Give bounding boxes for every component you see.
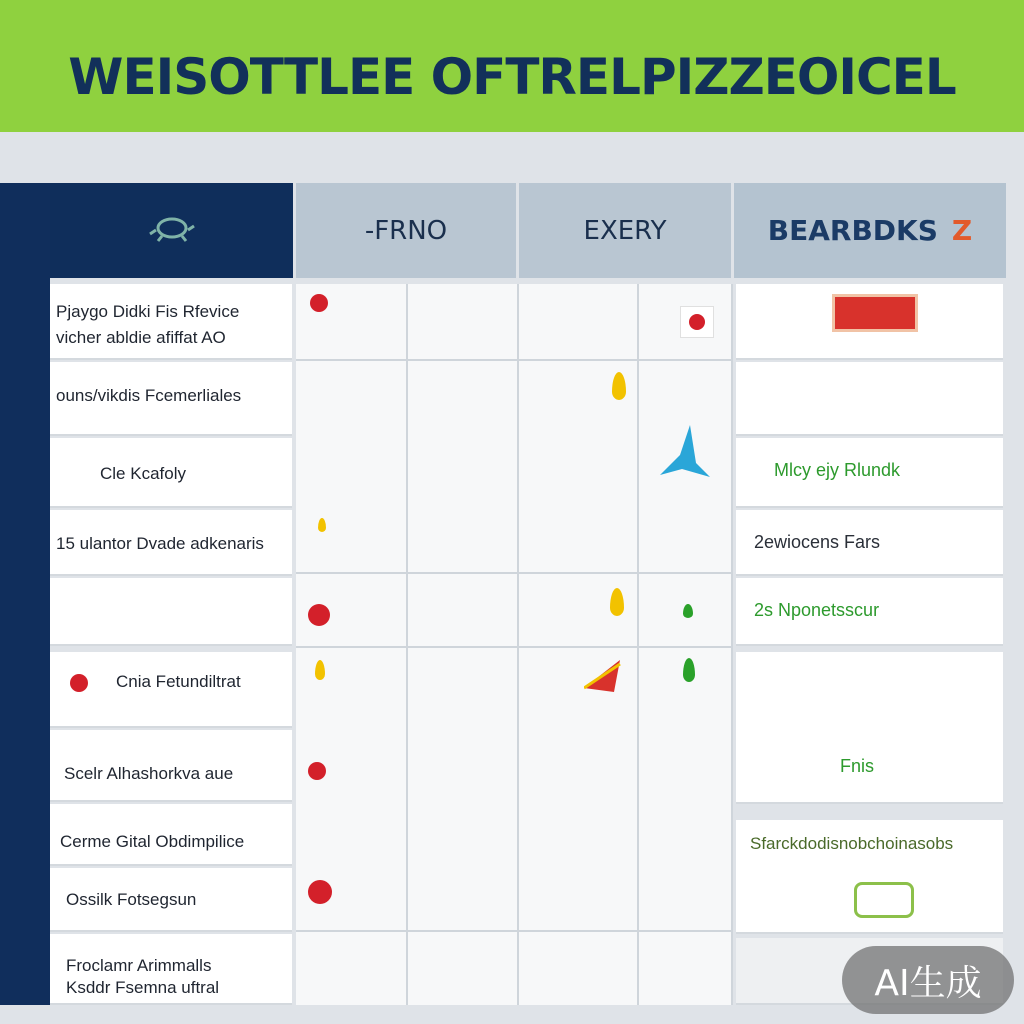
red-dot-icon: [308, 880, 332, 904]
row-label-text: Ossilk Fotsegsun: [66, 890, 197, 909]
right-cell-text: 2ewiocens Fars: [754, 532, 881, 552]
row-label-3[interactable]: [50, 438, 292, 508]
row-label-10[interactable]: [50, 934, 292, 1005]
right-cell-text: 2s Nponetsscur: [754, 600, 880, 620]
red-flag-icon: [584, 660, 624, 697]
right-cell-3: [736, 438, 1003, 508]
row-label-8[interactable]: [50, 804, 292, 866]
right-cell-1: [736, 284, 1003, 360]
column-header-3[interactable]: [734, 183, 1006, 278]
row-label-text: Ksddr Fsemna uftral: [66, 978, 220, 997]
row-label-9[interactable]: [50, 868, 292, 932]
ai-generated-badge: AI生成: [842, 946, 1014, 1014]
column-header-1[interactable]: -FRNO: [296, 183, 516, 278]
column-header-icon: [50, 183, 293, 278]
row-label-text: Cerme Gital Obdimpilice: [60, 832, 245, 851]
column-header-2[interactable]: EXERY: [519, 183, 731, 278]
right-cell-4: [736, 510, 1003, 576]
row-label-1[interactable]: [50, 284, 292, 360]
row-label-text: Cle Kcafoly: [100, 464, 186, 483]
grid-divider: [406, 284, 408, 1005]
row-label-text: Cnia Fetundiltrat: [116, 672, 241, 691]
row-label-4[interactable]: [50, 510, 292, 576]
right-cell-2: [736, 362, 1003, 436]
right-cell-text: Mlcy ejy Rlundk: [774, 460, 901, 480]
left-accent-bar: [0, 183, 50, 1005]
turtle-icon: [148, 212, 196, 249]
grid-divider: [517, 284, 519, 1005]
row-label-2[interactable]: [50, 362, 292, 436]
column-header-3-label: BEARBDKS: [767, 214, 938, 247]
row-label-text: 15 ulantor Dvade adkenaris: [56, 534, 264, 553]
row-label-text: Froclamr Arimmalls: [66, 956, 212, 975]
row-label-text: vicher abldie afiffat AO: [56, 328, 226, 347]
green-drop-icon: [683, 604, 693, 618]
leaf-icon: [854, 882, 914, 918]
red-dot-icon: [308, 604, 330, 626]
right-cell-text: Fnis: [840, 756, 875, 776]
grid-divider: [731, 284, 733, 1005]
blue-star-icon: [660, 425, 710, 484]
red-dot-icon: [70, 674, 88, 692]
page-title: WEISOTTLEE OFTRELPIZZEOICEL: [68, 48, 956, 106]
red-card-icon: [832, 294, 918, 332]
header-banner: [0, 0, 1024, 132]
right-cell-8: [736, 820, 1003, 934]
row-label-text: Pjaygo Didki Fis Rfevice: [56, 302, 240, 321]
row-label-text: ouns/vikdis Fcemerliales: [56, 386, 242, 405]
grid-divider: [637, 284, 639, 1005]
row-label-7[interactable]: [50, 730, 292, 802]
red-dot-icon: [308, 762, 326, 780]
grid-row-line: [296, 572, 733, 574]
data-grid: [296, 284, 733, 1005]
row-label-5[interactable]: [50, 578, 292, 646]
grid-row-line: [296, 646, 733, 648]
right-cell-text: Sfarckdodisnobchoinasobs: [750, 834, 954, 853]
red-dot-icon: [310, 294, 328, 312]
zigzag-icon: Z: [951, 214, 973, 247]
row-label-6[interactable]: [50, 652, 292, 728]
tile-icon: [680, 306, 714, 338]
grid-row-line: [296, 359, 733, 361]
right-cell-5: [736, 578, 1003, 646]
red-dot-icon: [689, 314, 705, 330]
row-label-text: Scelr Alhashorkva aue: [64, 764, 234, 783]
yellow-drop-icon: [318, 518, 326, 532]
right-cell-6: [736, 652, 1003, 804]
grid-row-line: [296, 930, 733, 932]
